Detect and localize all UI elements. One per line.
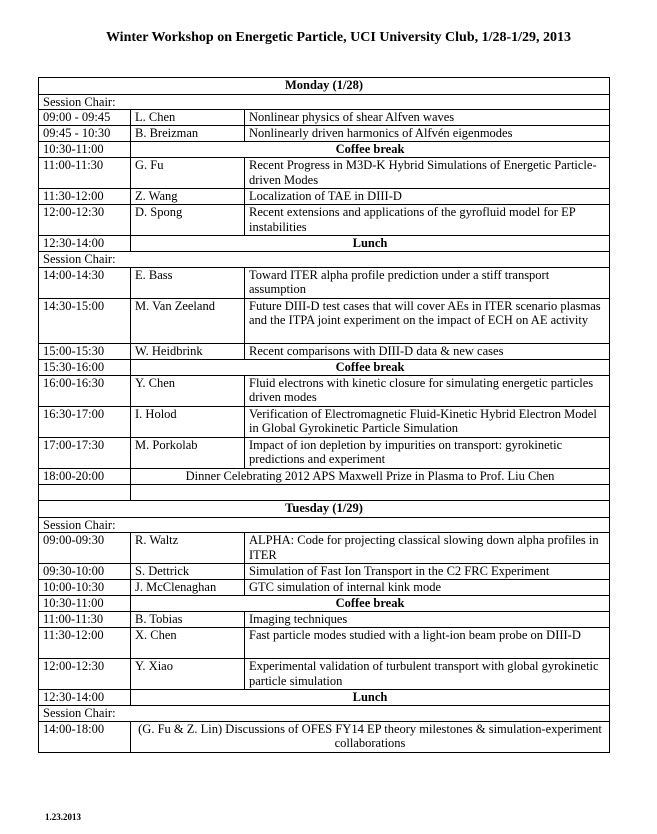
talk-time: 10:00-10:30 [39, 580, 131, 596]
talk-time: 17:00-17:30 [39, 437, 131, 468]
talk-title: Fluid electrons with kinetic closure for simulating energetic particles driven modes [245, 375, 610, 406]
event-row [39, 468, 610, 484]
talk-speaker: Z. Wang [131, 189, 245, 205]
talk-title: Recent comparisons with DIII-D data & new cases [245, 343, 610, 359]
talk-time: 15:00-15:30 [39, 343, 131, 359]
break-label: Coffee break [131, 142, 610, 158]
day-heading: Monday (1/28) [39, 78, 610, 95]
spacer-cell [39, 484, 131, 500]
spacer-row [39, 484, 610, 500]
talk-title: Simulation of Fast Ion Transport in the C2 FRC Experiment [245, 564, 610, 580]
talk-title: ALPHA: Code for projecting classical slowing down alpha profiles in ITER [245, 533, 610, 564]
talk-title: Recent Progress in M3D-K Hybrid Simulations of Energetic Particle-driven Modes [245, 158, 610, 189]
event-label: Dinner Celebrating 2012 APS Maxwell Prize in Plasma to Prof. Liu Chen [131, 468, 610, 484]
talk-title: Impact of ion depletion by impurities on transport: gyrokinetic predictions and experiment [245, 437, 610, 468]
talk-time: 09:00-09:30 [39, 533, 131, 564]
talk-title: Experimental validation of turbulent transport with global gyrokinetic particle simulation [245, 659, 610, 690]
footer-date: 1.23.2013 [45, 812, 81, 822]
talk-row [39, 406, 610, 437]
talk-speaker: Y. Chen [131, 375, 245, 406]
talk-speaker: B. Breizman [131, 126, 245, 142]
talk-speaker: X. Chen [131, 628, 245, 659]
talk-title: Recent extensions and applications of the gyrofluid model for EP instabilities [245, 205, 610, 236]
talk-title: GTC simulation of internal kink mode [245, 580, 610, 596]
event-time: 14:00-18:00 [39, 721, 131, 752]
day-heading-row [39, 500, 610, 517]
talk-time: 14:30-15:00 [39, 298, 131, 343]
talk-row [39, 612, 610, 628]
break-label: Lunch [131, 236, 610, 252]
talk-title: Imaging techniques [245, 612, 610, 628]
talk-speaker: Y. Xiao [131, 659, 245, 690]
talk-speaker: W. Heidbrink [131, 343, 245, 359]
talk-row [39, 189, 610, 205]
talk-speaker: S. Dettrick [131, 564, 245, 580]
talk-title: Verification of Electromagnetic Fluid-Kinetic Hybrid Electron Model in Global Gyrokinetic Particle Simulation [245, 406, 610, 437]
talk-time: 09:00 - 09:45 [39, 110, 131, 126]
talk-speaker: B. Tobias [131, 612, 245, 628]
talk-row [39, 158, 610, 189]
break-label: Coffee break [131, 359, 610, 375]
talk-time: 16:30-17:00 [39, 406, 131, 437]
talk-speaker: D. Spong [131, 205, 245, 236]
break-row [39, 142, 610, 158]
session-chair-row [39, 95, 610, 110]
talk-row [39, 205, 610, 236]
talk-speaker: R. Waltz [131, 533, 245, 564]
session-chair-label: Session Chair: [39, 517, 610, 532]
session-chair-row [39, 517, 610, 532]
break-time: 10:30-11:00 [39, 142, 131, 158]
talk-title: Toward ITER alpha profile prediction under a stiff transport assumption [245, 267, 610, 298]
talk-row [39, 564, 610, 580]
page-title: Winter Workshop on Energetic Particle, UCI University Club, 1/28-1/29, 2013 [105, 30, 572, 45]
talk-time: 11:30-12:00 [39, 628, 131, 659]
talk-speaker: L. Chen [131, 110, 245, 126]
session-chair-row [39, 252, 610, 267]
schedule-table [38, 77, 610, 753]
day-heading-row [39, 78, 610, 95]
talk-row [39, 437, 610, 468]
talk-row [39, 375, 610, 406]
break-row [39, 596, 610, 612]
talk-speaker: I. Holod [131, 406, 245, 437]
spacer-cell [131, 484, 610, 500]
talk-time: 12:00-12:30 [39, 659, 131, 690]
talk-row [39, 126, 610, 142]
talk-time: 11:00-11:30 [39, 158, 131, 189]
talk-row [39, 110, 610, 126]
session-chair-label: Session Chair: [39, 95, 610, 110]
talk-speaker: M. Van Zeeland [131, 298, 245, 343]
talk-time: 16:00-16:30 [39, 375, 131, 406]
event-time: 18:00-20:00 [39, 468, 131, 484]
break-row [39, 236, 610, 252]
talk-row [39, 343, 610, 359]
talk-time: 11:30-12:00 [39, 189, 131, 205]
talk-time: 09:45 - 10:30 [39, 126, 131, 142]
talk-title: Localization of TAE in DIII-D [245, 189, 610, 205]
talk-title: Fast particle modes studied with a light-ion beam probe on DIII-D [245, 628, 610, 659]
event-label: (G. Fu & Z. Lin) Discussions of OFES FY14 EP theory milestones & simulation-experiment collaborations [131, 721, 610, 752]
day-heading: Tuesday (1/29) [39, 500, 610, 517]
talk-speaker: M. Porkolab [131, 437, 245, 468]
break-time: 15:30-16:00 [39, 359, 131, 375]
talk-speaker: E. Bass [131, 267, 245, 298]
event-row [39, 721, 610, 752]
break-row [39, 690, 610, 706]
schedule-body [39, 78, 610, 753]
talk-title: Nonlinearly driven harmonics of Alfvén eigenmodes [245, 126, 610, 142]
talk-speaker: G. Fu [131, 158, 245, 189]
talk-row [39, 298, 610, 343]
session-chair-row [39, 706, 610, 721]
break-row [39, 359, 610, 375]
break-label: Coffee break [131, 596, 610, 612]
talk-speaker: J. McClenaghan [131, 580, 245, 596]
talk-time: 09:30-10:00 [39, 564, 131, 580]
break-time: 10:30-11:00 [39, 596, 131, 612]
break-label: Lunch [131, 690, 610, 706]
break-time: 12:30-14:00 [39, 236, 131, 252]
talk-row [39, 267, 610, 298]
talk-row [39, 533, 610, 564]
talk-title: Nonlinear physics of shear Alfven waves [245, 110, 610, 126]
talk-time: 12:00-12:30 [39, 205, 131, 236]
session-chair-label: Session Chair: [39, 252, 610, 267]
talk-row [39, 580, 610, 596]
talk-time: 14:00-14:30 [39, 267, 131, 298]
break-time: 12:30-14:00 [39, 690, 131, 706]
talk-title: Future DIII-D test cases that will cover AEs in ITER scenario plasmas and the ITPA joint experiment on the impact of ECH on AE activity [245, 298, 610, 343]
talk-row [39, 628, 610, 659]
talk-time: 11:00-11:30 [39, 612, 131, 628]
session-chair-label: Session Chair: [39, 706, 610, 721]
talk-row [39, 659, 610, 690]
